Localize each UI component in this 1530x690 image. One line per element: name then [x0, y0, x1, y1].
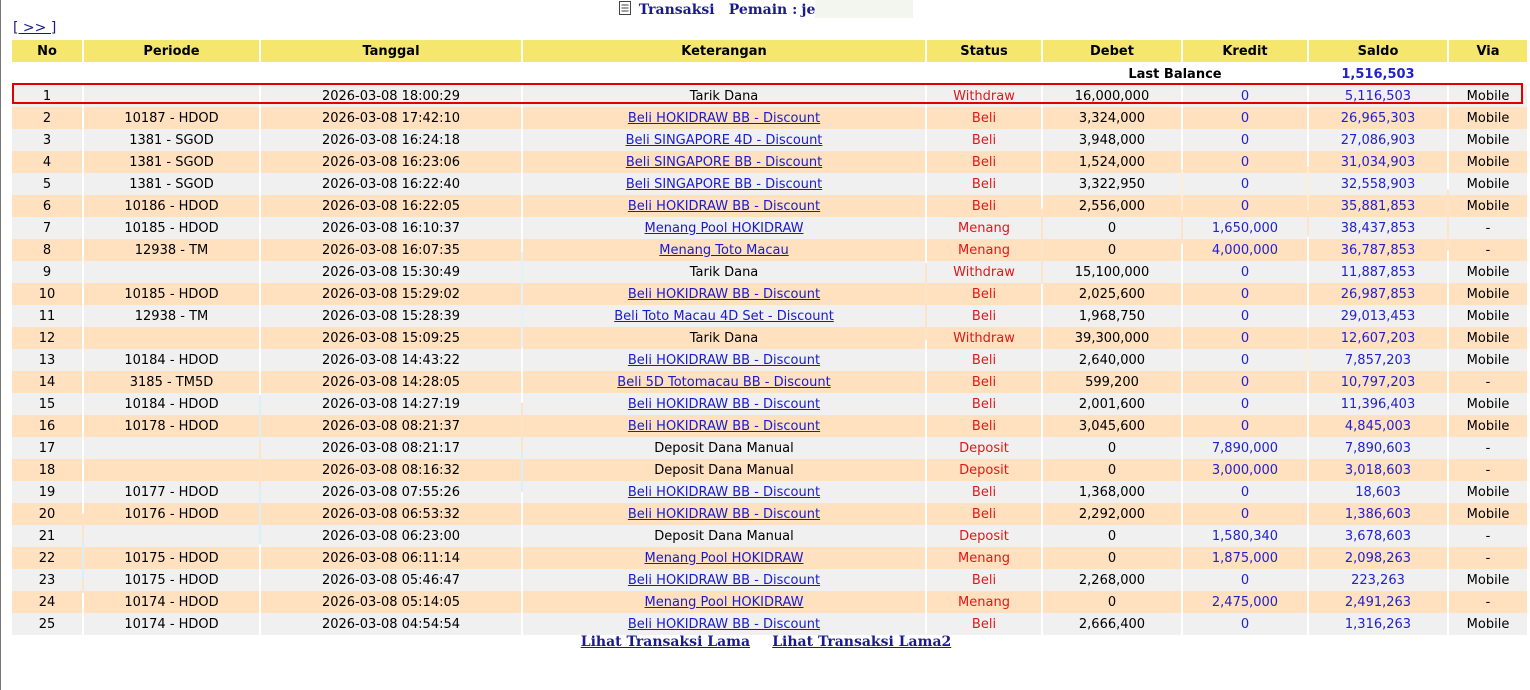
cell-debet: 0: [1043, 591, 1181, 613]
cell-kredit: 0: [1183, 349, 1307, 371]
cell-via: -: [1449, 591, 1527, 613]
cell-status: Deposit: [927, 459, 1041, 481]
cell-tanggal: 2026-03-08 15:30:49: [261, 261, 521, 283]
cell-debet: 2,556,000: [1043, 195, 1181, 217]
cell-via: Mobile: [1449, 85, 1527, 107]
cell-saldo: 26,965,303: [1309, 107, 1447, 129]
table-row: [12, 415, 1527, 437]
cell-no: 18: [12, 459, 82, 481]
last-balance-row: [12, 63, 1527, 85]
cell-saldo: 35,881,853: [1309, 195, 1447, 217]
cell-kredit: 0: [1183, 503, 1307, 525]
cell-kredit: 1,875,000: [1183, 547, 1307, 569]
cell-via: Mobile: [1449, 613, 1527, 635]
cell-status: Beli: [927, 371, 1041, 393]
cell-status: Beli: [927, 129, 1041, 151]
lihat-transaksi-lama-link[interactable]: Lihat Transaksi Lama: [580, 634, 751, 650]
cell-periode: [84, 437, 259, 459]
cell-tanggal: 2026-03-08 16:23:06: [261, 151, 521, 173]
cell-kredit: 0: [1183, 613, 1307, 635]
cell-no: 1: [12, 85, 82, 107]
cell-status: Beli: [927, 481, 1041, 503]
cell-keterangan: [523, 151, 925, 173]
table-row: [12, 591, 1527, 613]
cell-periode: 12938 - TM: [84, 305, 259, 327]
table-row: [12, 107, 1527, 129]
page-title-bar: [1, 0, 1530, 20]
table-row: [12, 327, 1527, 349]
cell-debet: 3,322,950: [1043, 173, 1181, 195]
cell-saldo: 2,491,263: [1309, 591, 1447, 613]
keterangan-link[interactable]: Beli HOKIDRAW BB - Discount: [627, 352, 821, 368]
cell-via: Mobile: [1449, 107, 1527, 129]
keterangan-link[interactable]: Beli HOKIDRAW BB - Discount: [627, 506, 821, 522]
keterangan-link[interactable]: Beli HOKIDRAW BB - Discount: [627, 286, 821, 302]
keterangan-link[interactable]: Beli HOKIDRAW BB - Discount: [627, 572, 821, 588]
cell-kredit: 3,000,000: [1183, 459, 1307, 481]
col-kredit: Kredit: [1183, 40, 1307, 63]
cell-no: 20: [12, 503, 82, 525]
cell-debet: 3,948,000: [1043, 129, 1181, 151]
cell-no: 16: [12, 415, 82, 437]
cell-periode: 10186 - HDOD: [84, 195, 259, 217]
cell-saldo: 27,086,903: [1309, 129, 1447, 151]
cell-debet: 0: [1043, 437, 1181, 459]
cell-keterangan: [523, 371, 925, 393]
table-row: [12, 459, 1527, 481]
cell-periode: [84, 459, 259, 481]
cell-no: 13: [12, 349, 82, 371]
lihat-transaksi-lama2-link[interactable]: Lihat Transaksi Lama2: [772, 634, 952, 650]
table-row: [12, 503, 1527, 525]
cell-status: Beli: [927, 107, 1041, 129]
cell-periode: 1381 - SGOD: [84, 151, 259, 173]
table-row: [12, 349, 1527, 371]
cell-no: 8: [12, 239, 82, 261]
cell-tanggal: 2026-03-08 17:42:10: [261, 107, 521, 129]
cell-debet: 0: [1043, 217, 1181, 239]
keterangan-link[interactable]: Beli 5D Totomacau BB - Discount: [617, 374, 831, 390]
cell-via: -: [1449, 525, 1527, 547]
cell-tanggal: 2026-03-08 05:14:05: [261, 591, 521, 613]
cell-saldo: 11,396,403: [1309, 393, 1447, 415]
cell-saldo: 10,797,203: [1309, 371, 1447, 393]
next-page-link[interactable]: [ >> ]: [13, 20, 57, 36]
cell-kredit: 7,890,000: [1183, 437, 1307, 459]
cell-status: Beli: [927, 283, 1041, 305]
document-icon: [619, 1, 631, 15]
keterangan-link[interactable]: Beli SINGAPORE BB - Discount: [625, 176, 823, 192]
cell-periode: 10175 - HDOD: [84, 547, 259, 569]
cell-tanggal: 2026-03-08 15:09:25: [261, 327, 521, 349]
pemain-label: Pemain :: [728, 2, 798, 18]
cell-saldo: 4,845,003: [1309, 415, 1447, 437]
table-row: [12, 283, 1527, 305]
table-row: [12, 547, 1527, 569]
cell-via: Mobile: [1449, 503, 1527, 525]
cell-via: Mobile: [1449, 415, 1527, 437]
table-row: [12, 393, 1527, 415]
cell-via: -: [1449, 217, 1527, 239]
cell-tanggal: 2026-03-08 08:16:32: [261, 459, 521, 481]
col-debet: Debet: [1043, 40, 1181, 63]
cell-no: 19: [12, 481, 82, 503]
cell-kredit: 0: [1183, 305, 1307, 327]
cell-keterangan: [523, 415, 925, 437]
col-periode: Periode: [84, 40, 259, 63]
cell-via: Mobile: [1449, 173, 1527, 195]
col-via: Via: [1449, 40, 1527, 63]
cell-tanggal: 2026-03-08 05:46:47: [261, 569, 521, 591]
table-row: [12, 173, 1527, 195]
cell-no: 3: [12, 129, 82, 151]
cell-periode: 10175 - HDOD: [84, 569, 259, 591]
page-title: Transaksi: [638, 2, 715, 18]
cell-no: 17: [12, 437, 82, 459]
cell-tanggal: 2026-03-08 14:28:05: [261, 371, 521, 393]
col-status: Status: [927, 40, 1041, 63]
cell-periode: [84, 525, 259, 547]
cell-periode: 10176 - HDOD: [84, 503, 259, 525]
cell-keterangan: [523, 129, 925, 151]
cell-debet: 1,968,750: [1043, 305, 1181, 327]
cell-debet: 0: [1043, 459, 1181, 481]
table-row: [12, 129, 1527, 151]
cell-kredit: 0: [1183, 393, 1307, 415]
cell-keterangan: [523, 503, 925, 525]
cell-periode: 10185 - HDOD: [84, 283, 259, 305]
cell-periode: 1381 - SGOD: [84, 129, 259, 151]
table-header-row: [12, 40, 1527, 63]
cell-via: Mobile: [1449, 327, 1527, 349]
cell-debet: 15,100,000: [1043, 261, 1181, 283]
cell-via: Mobile: [1449, 393, 1527, 415]
keterangan-link[interactable]: Beli HOKIDRAW BB - Discount: [627, 616, 821, 632]
cell-keterangan: [523, 481, 925, 503]
table-row: [12, 525, 1527, 547]
cell-kredit: 1,650,000: [1183, 217, 1307, 239]
cell-keterangan: Deposit Dana Manual: [523, 525, 925, 547]
cell-tanggal: 2026-03-08 06:23:00: [261, 525, 521, 547]
col-no: No: [12, 40, 82, 63]
cell-saldo: 18,603: [1309, 481, 1447, 503]
cell-via: -: [1449, 239, 1527, 261]
cell-keterangan: [523, 569, 925, 591]
cell-no: 23: [12, 569, 82, 591]
cell-saldo: 3,678,603: [1309, 525, 1447, 547]
cell-kredit: 0: [1183, 415, 1307, 437]
cell-keterangan: [523, 283, 925, 305]
cell-no: 7: [12, 217, 82, 239]
cell-tanggal: 2026-03-08 15:29:02: [261, 283, 521, 305]
cell-debet: 0: [1043, 525, 1181, 547]
cell-tanggal: 2026-03-08 15:28:39: [261, 305, 521, 327]
cell-kredit: 0: [1183, 195, 1307, 217]
cell-via: Mobile: [1449, 305, 1527, 327]
keterangan-link[interactable]: Beli HOKIDRAW BB - Discount: [627, 418, 821, 434]
cell-debet: 2,268,000: [1043, 569, 1181, 591]
keterangan-link[interactable]: Menang Pool HOKIDRAW: [644, 550, 804, 566]
cell-via: Mobile: [1449, 349, 1527, 371]
cell-debet: 0: [1043, 239, 1181, 261]
keterangan-link[interactable]: Menang Toto Macau: [659, 242, 789, 258]
cell-tanggal: 2026-03-08 04:54:54: [261, 613, 521, 635]
cell-saldo: 1,386,603: [1309, 503, 1447, 525]
cell-saldo: 32,558,903: [1309, 173, 1447, 195]
cell-saldo: 38,437,853: [1309, 217, 1447, 239]
cell-saldo: 29,013,453: [1309, 305, 1447, 327]
cell-periode: 10177 - HDOD: [84, 481, 259, 503]
cell-keterangan: Tarik Dana: [523, 327, 925, 349]
cell-no: 21: [12, 525, 82, 547]
cell-no: 14: [12, 371, 82, 393]
keterangan-link[interactable]: Beli HOKIDRAW BB - Discount: [627, 396, 821, 412]
cell-debet: 2,025,600: [1043, 283, 1181, 305]
cell-tanggal: 2026-03-08 08:21:17: [261, 437, 521, 459]
cell-keterangan: [523, 349, 925, 371]
cell-debet: 2,292,000: [1043, 503, 1181, 525]
cell-status: Menang: [927, 239, 1041, 261]
cell-no: 4: [12, 151, 82, 173]
cell-keterangan: [523, 239, 925, 261]
keterangan-link[interactable]: Menang Pool HOKIDRAW: [644, 594, 804, 610]
cell-keterangan: [523, 173, 925, 195]
cell-status: Menang: [927, 217, 1041, 239]
col-saldo: Saldo: [1309, 40, 1447, 63]
cell-debet: 2,640,000: [1043, 349, 1181, 371]
cell-periode: 10184 - HDOD: [84, 349, 259, 371]
cell-periode: 10174 - HDOD: [84, 613, 259, 635]
cell-debet: 0: [1043, 547, 1181, 569]
cell-kredit: 0: [1183, 569, 1307, 591]
cell-saldo: 26,987,853: [1309, 283, 1447, 305]
last-balance-label: Last Balance: [1043, 63, 1307, 85]
cell-kredit: 1,580,340: [1183, 525, 1307, 547]
cell-status: Deposit: [927, 437, 1041, 459]
cell-kredit: 0: [1183, 129, 1307, 151]
cell-keterangan: Tarik Dana: [523, 261, 925, 283]
cell-debet: 2,001,600: [1043, 393, 1181, 415]
cell-debet: 16,000,000: [1043, 85, 1181, 107]
footer-links: [1, 634, 1530, 650]
cell-saldo: 1,316,263: [1309, 613, 1447, 635]
table-row: [12, 261, 1527, 283]
cell-kredit: 0: [1183, 107, 1307, 129]
cell-saldo: 5,116,503: [1309, 85, 1447, 107]
cell-via: Mobile: [1449, 569, 1527, 591]
cell-via: -: [1449, 371, 1527, 393]
cell-kredit: 0: [1183, 481, 1307, 503]
cell-keterangan: [523, 591, 925, 613]
cell-no: 11: [12, 305, 82, 327]
cell-keterangan: [523, 613, 925, 635]
cell-status: Beli: [927, 305, 1041, 327]
cell-saldo: 7,890,603: [1309, 437, 1447, 459]
cell-periode: [84, 327, 259, 349]
cell-keterangan: [523, 195, 925, 217]
cell-tanggal: 2026-03-08 07:55:26: [261, 481, 521, 503]
cell-status: Beli: [927, 415, 1041, 437]
pemain-value: je: [801, 2, 816, 18]
keterangan-link[interactable]: Beli SINGAPORE 4D - Discount: [625, 132, 823, 148]
cell-saldo: 36,787,853: [1309, 239, 1447, 261]
redaction-mask: [815, 0, 913, 18]
cell-no: 25: [12, 613, 82, 635]
cell-saldo: 2,098,263: [1309, 547, 1447, 569]
cell-no: 2: [12, 107, 82, 129]
cell-kredit: 0: [1183, 283, 1307, 305]
table-row: [12, 481, 1527, 503]
cell-tanggal: 2026-03-08 16:10:37: [261, 217, 521, 239]
cell-tanggal: 2026-03-08 08:21:37: [261, 415, 521, 437]
cell-saldo: 31,034,903: [1309, 151, 1447, 173]
cell-kredit: 0: [1183, 261, 1307, 283]
table-row: [12, 85, 1527, 107]
cell-debet: 39,300,000: [1043, 327, 1181, 349]
cell-debet: 3,324,000: [1043, 107, 1181, 129]
cell-keterangan: [523, 547, 925, 569]
cell-via: -: [1449, 547, 1527, 569]
cell-status: Withdraw: [927, 85, 1041, 107]
cell-via: Mobile: [1449, 195, 1527, 217]
cell-debet: 2,666,400: [1043, 613, 1181, 635]
cell-via: Mobile: [1449, 129, 1527, 151]
cell-debet: 599,200: [1043, 371, 1181, 393]
cell-no: 6: [12, 195, 82, 217]
cell-periode: [84, 261, 259, 283]
cell-via: Mobile: [1449, 481, 1527, 503]
cell-tanggal: 2026-03-08 06:53:32: [261, 503, 521, 525]
transaction-table: [10, 40, 1529, 635]
cell-status: Menang: [927, 547, 1041, 569]
cell-tanggal: 2026-03-08 16:22:40: [261, 173, 521, 195]
cell-saldo: 223,263: [1309, 569, 1447, 591]
table-row: [12, 305, 1527, 327]
cell-keterangan: [523, 305, 925, 327]
cell-keterangan: Deposit Dana Manual: [523, 437, 925, 459]
cell-periode: 3185 - TM5D: [84, 371, 259, 393]
cell-tanggal: 2026-03-08 14:27:19: [261, 393, 521, 415]
cell-kredit: 0: [1183, 371, 1307, 393]
cell-periode: 12938 - TM: [84, 239, 259, 261]
cell-kredit: 0: [1183, 151, 1307, 173]
cell-kredit: 0: [1183, 327, 1307, 349]
table-row: [12, 613, 1527, 635]
cell-status: Beli: [927, 195, 1041, 217]
table-row: [12, 217, 1527, 239]
table-row: [12, 195, 1527, 217]
cell-periode: 10185 - HDOD: [84, 217, 259, 239]
cell-via: Mobile: [1449, 151, 1527, 173]
cell-debet: 1,368,000: [1043, 481, 1181, 503]
keterangan-link[interactable]: Beli HOKIDRAW BB - Discount: [627, 198, 821, 214]
cell-status: Beli: [927, 613, 1041, 635]
cell-via: -: [1449, 459, 1527, 481]
cell-status: Menang: [927, 591, 1041, 613]
cell-status: Beli: [927, 349, 1041, 371]
col-tanggal: Tanggal: [261, 40, 521, 63]
table-row: [12, 437, 1527, 459]
cell-no: 10: [12, 283, 82, 305]
cell-no: 24: [12, 591, 82, 613]
table-row: [12, 371, 1527, 393]
cell-kredit: 4,000,000: [1183, 239, 1307, 261]
cell-no: 9: [12, 261, 82, 283]
keterangan-link[interactable]: Beli Toto Macau 4D Set - Discount: [614, 308, 834, 324]
cell-status: Beli: [927, 503, 1041, 525]
cell-keterangan: [523, 393, 925, 415]
keterangan-link[interactable]: Beli HOKIDRAW BB - Discount: [627, 484, 821, 500]
cell-status: Beli: [927, 393, 1041, 415]
cell-keterangan: [523, 217, 925, 239]
cell-status: Beli: [927, 173, 1041, 195]
cell-periode: 10184 - HDOD: [84, 393, 259, 415]
cell-tanggal: 2026-03-08 14:43:22: [261, 349, 521, 371]
cell-status: Withdraw: [927, 327, 1041, 349]
cell-periode: [84, 85, 259, 107]
cell-via: -: [1449, 437, 1527, 459]
cell-via: Mobile: [1449, 283, 1527, 305]
cell-status: Withdraw: [927, 261, 1041, 283]
cell-periode: 1381 - SGOD: [84, 173, 259, 195]
cell-saldo: 11,887,853: [1309, 261, 1447, 283]
cell-tanggal: 2026-03-08 06:11:14: [261, 547, 521, 569]
cell-saldo: 3,018,603: [1309, 459, 1447, 481]
cell-periode: 10187 - HDOD: [84, 107, 259, 129]
cell-kredit: 0: [1183, 173, 1307, 195]
cell-keterangan: Deposit Dana Manual: [523, 459, 925, 481]
last-balance-value: 1,516,503: [1309, 63, 1447, 85]
col-keterangan: Keterangan: [523, 40, 925, 63]
cell-debet: 1,524,000: [1043, 151, 1181, 173]
cell-status: Beli: [927, 569, 1041, 591]
cell-via: Mobile: [1449, 261, 1527, 283]
cell-kredit: 0: [1183, 85, 1307, 107]
cell-tanggal: 2026-03-08 18:00:29: [261, 85, 521, 107]
cell-saldo: 7,857,203: [1309, 349, 1447, 371]
cell-status: Deposit: [927, 525, 1041, 547]
cell-no: 22: [12, 547, 82, 569]
cell-debet: 3,045,600: [1043, 415, 1181, 437]
cell-status: Beli: [927, 151, 1041, 173]
keterangan-link[interactable]: Menang Pool HOKIDRAW: [644, 220, 804, 236]
keterangan-link[interactable]: Beli HOKIDRAW BB - Discount: [627, 110, 821, 126]
cell-keterangan: Tarik Dana: [523, 85, 925, 107]
cell-keterangan: [523, 107, 925, 129]
table-row: [12, 569, 1527, 591]
cell-saldo: 12,607,203: [1309, 327, 1447, 349]
cell-tanggal: 2026-03-08 16:24:18: [261, 129, 521, 151]
cell-kredit: 2,475,000: [1183, 591, 1307, 613]
keterangan-link[interactable]: Beli SINGAPORE BB - Discount: [625, 154, 823, 170]
cell-no: 5: [12, 173, 82, 195]
cell-no: 12: [12, 327, 82, 349]
table-row: [12, 239, 1527, 261]
cell-periode: 10178 - HDOD: [84, 415, 259, 437]
cell-tanggal: 2026-03-08 16:22:05: [261, 195, 521, 217]
cell-periode: 10174 - HDOD: [84, 591, 259, 613]
cell-tanggal: 2026-03-08 16:07:35: [261, 239, 521, 261]
cell-no: 15: [12, 393, 82, 415]
table-row: [12, 151, 1527, 173]
